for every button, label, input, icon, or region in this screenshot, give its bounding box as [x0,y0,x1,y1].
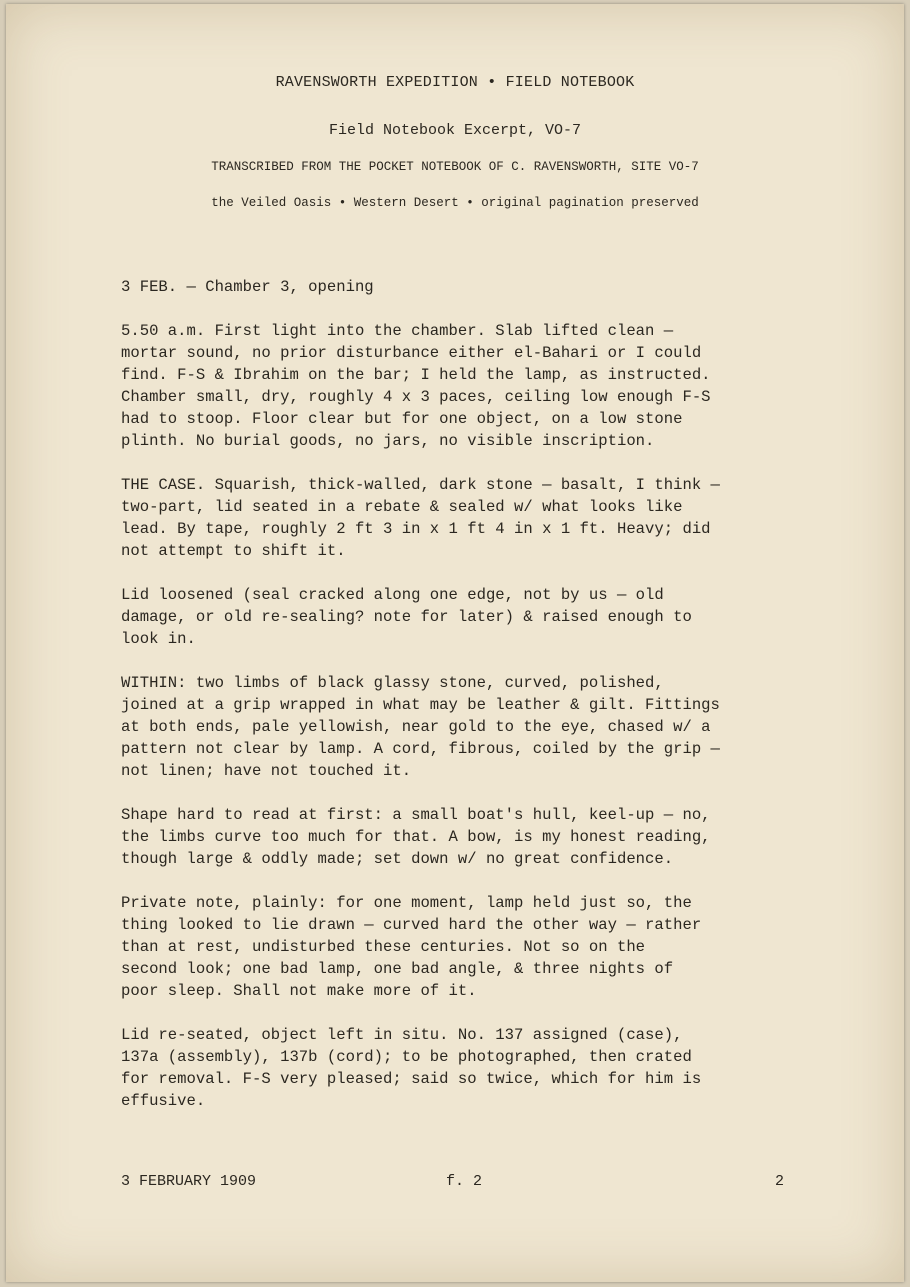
entry-paragraph: THE CASE. Squarish, thick-walled, dark stone — basalt, I think — two-part, lid seated in a rebate & sealed w/ what looks like lead. By tape, roughly 2 ft 3 in x 1 ft 4 in x 1 ft. Heavy; did not attempt to shift it. [121,476,720,560]
entry-paragraph: WITHIN: two limbs of black glassy stone, curved, polished, joined at a grip wrapped in what may be leather & gilt. Fittings at both ends, pale yellowish, near gold to the eye, chased w/ a pattern not clear by lamp. A cord, fibrous, coiled by the grip — not linen; have not touched it. [121,674,720,780]
document-subtitle: TRANSCRIBED FROM THE POCKET NOTEBOOK OF C. RAVENSWORTH, SITE VO-7 [211,160,699,174]
entry-paragraph: 5.50 a.m. First light into the chamber. Slab lifted clean — mortar sound, no prior disturbance either el-Bahari or I could find. F-S & Ibrahim on the bar; I held the lamp, as instructed. Chamber small, dry, roughly 4 x 3 paces, ceiling low enough F-S had to stoop. Floor clear but for one object, on a low stone plinth. No burial goods, no jars, no visible inscription. [121,322,711,450]
entry-paragraph: Lid loosened (seal cracked along one edge, not by us — old damage, or old re-sealing? note for later) & raised enough to look in. [121,586,692,648]
entry-heading: 3 FEB. — Chamber 3, opening [121,278,374,296]
document-title: Field Notebook Excerpt, VO-7 [328,122,582,139]
entry-paragraph: Lid re-seated, object left in situ. No. 137 assigned (case), 137a (assembly), 137b (cord); to be photographed, then crated for removal. F-S very pleased; said so twice, which for him is effusive. [121,1026,702,1110]
page-header [6,72,904,212]
letterhead: RAVENSWORTH EXPEDITION • FIELD NOTEBOOK [275,74,635,91]
entry-paragraph: Private note, plainly: for one moment, lamp held just so, the thing looked to lie drawn — curved hard the other way — rather than at rest, undisturbed these centuries. Not so on the second look; one bad lamp, one bad angle, & three nights of poor sleep. Shall not make more of it. [121,894,702,1000]
footer-folio: f. 2 [446,1173,483,1190]
notebook-page [6,4,904,1282]
page-number: 2 [774,1173,784,1190]
entry-body [121,276,821,1134]
entry-paragraph: Shape hard to read at first: a small boat's hull, keel-up — no, the limbs curve too much for that. A bow, is my honest reading, though large & oddly made; set down w/ no great confidence. [121,806,711,868]
footer-date: 3 FEBRUARY 1909 [121,1173,257,1190]
location-line: the Veiled Oasis • Western Desert • original pagination preserved [211,196,699,210]
